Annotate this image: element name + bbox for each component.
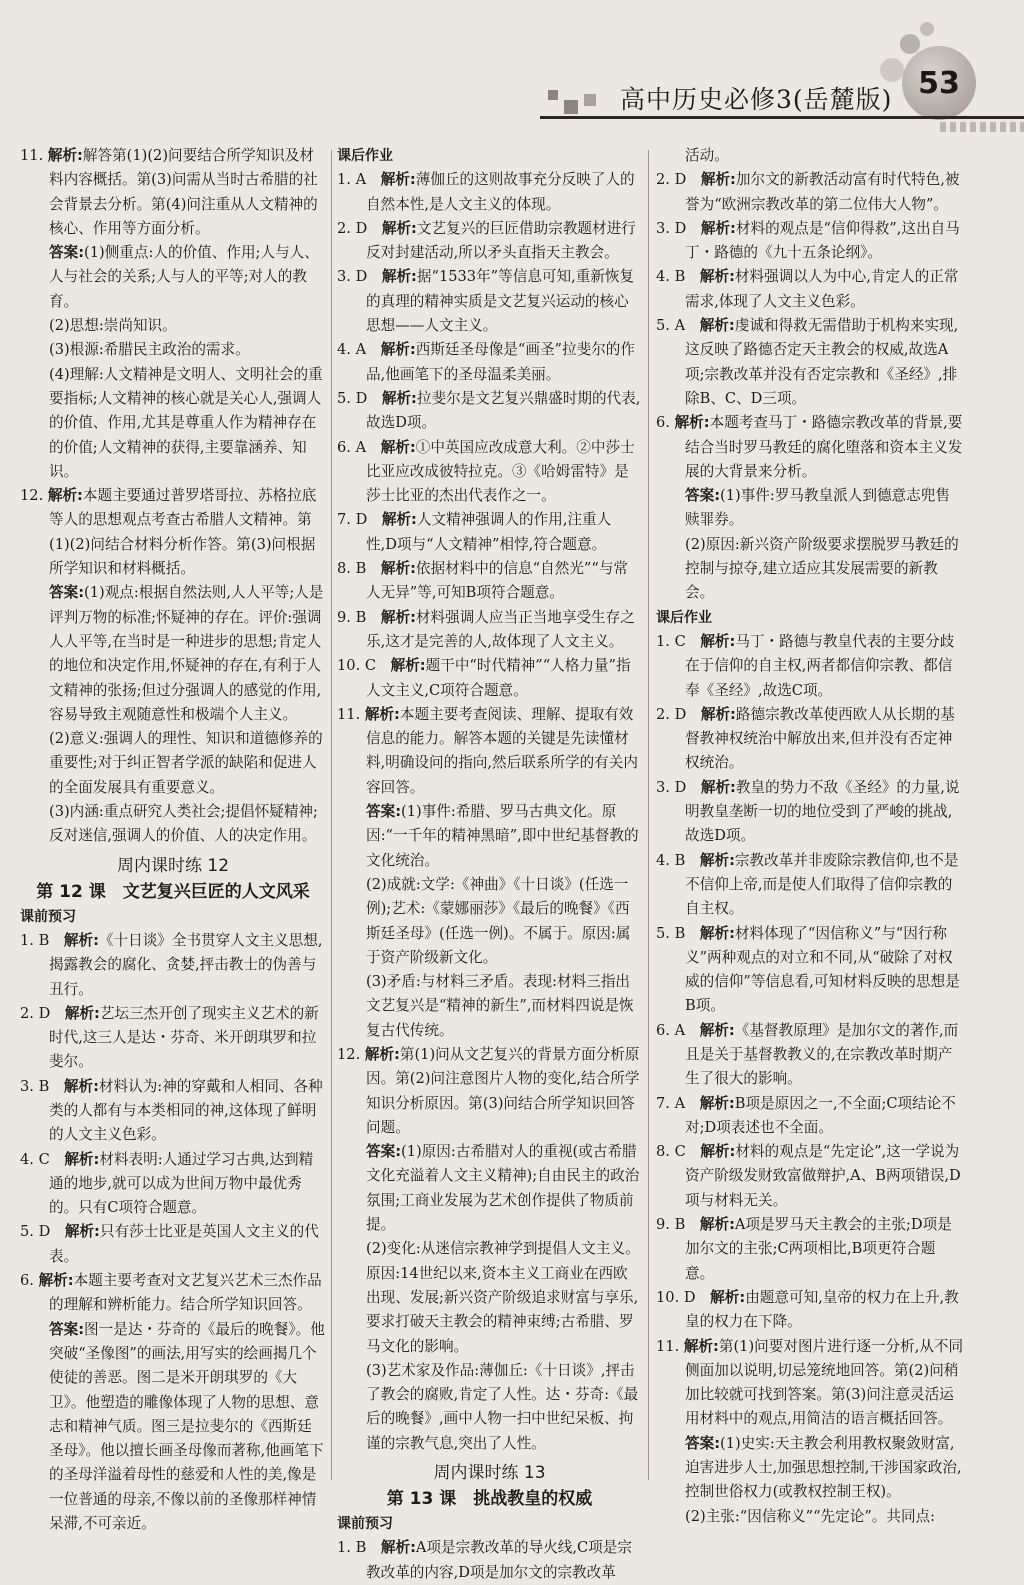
- weekly-practice-title: 周内课时练 12: [116, 855, 230, 876]
- answer-item: 6. A 解析:《基督教原理》是加尔文的著作,而且是关于基督教教义的,在宗教改革时期产生了很大的影响。: [656, 1021, 959, 1088]
- answer-item: 4. A 解析:西斯廷圣母像是“画圣”拉斐尔的作品,他画笔下的圣母温柔美丽。: [337, 341, 635, 383]
- header-rule: [540, 116, 1024, 119]
- page-header: [0, 0, 1024, 150]
- answer-item: 4. C 解析:材料表明:人通过学习古典,达到精通的地步,就可以成为世间万物中最优秀的。只有C项符合题意。: [20, 1150, 314, 1217]
- answer-item: 2. D 解析:加尔文的新教活动富有时代特色,被誉为“欧洲宗教改革的第二位伟大人物”。: [656, 171, 960, 213]
- answer-text: (3)矛盾:与材料三矛盾。表现:材料三指出文艺复兴是“精神的新生”,而材料四说是恢复古代传统。: [366, 973, 634, 1039]
- answer-text: 活动。: [685, 147, 729, 164]
- section-heading: 课前预习: [337, 1516, 393, 1533]
- answer-item: 10. C 解析:题干中“时代精神”“人格力量”指人文主义,C项符合题意。: [337, 657, 631, 699]
- answer-item: 6. A 解析:①中英国应改成意大利。②中莎士比亚应改成彼特拉克。③《哈姆雷特》是莎士比亚的杰出代表作之一。: [337, 438, 635, 505]
- page-number: 53: [902, 46, 976, 120]
- answer-item: 7. A 解析:B项是原因之一,不全面;C项结论不对;D项表述也不全面。: [656, 1094, 956, 1136]
- answer-item: 3. B 解析:材料认为:神的穿戴和人相同、各种类的人都有与本类相同的神,这体现了鲜明的人文主义色彩。: [20, 1077, 323, 1144]
- answer-item: 10. D 解析:由题意可知,皇帝的权力在上升,教皇的权力在下降。: [656, 1288, 959, 1331]
- answer-item: 5. D 解析:只有莎士比亚是英国人文主义的代表。: [20, 1223, 319, 1265]
- answer-item: 4. B 解析:材料强调以人为中心,肯定人的正常需求,体现了人文主义色彩。: [656, 268, 959, 310]
- header-rule-dashed: [940, 122, 1024, 132]
- answer-text: (2)思想:崇尚知识。: [49, 317, 177, 335]
- column-divider: [331, 150, 332, 1480]
- answer-item: 5. B 解析:材料体现了“因信称义”与“因行称义”两种观点的对立和不同,从“破除了对权威的信仰”等信息看,可知材料反映的思想是B项。: [656, 924, 960, 1015]
- answer-text: 答案:(1)观点:根据自然法则,人人平等;人是评判万物的标准;怀疑神的存在。评价:强调人人平等,在当时是一种进步的思想;肯定人的地位和决定作用,怀疑神的存在,有利于人文精神的张扬;但过分强调人的感觉的作用,容易导致主观随意性和极端个人主义。: [49, 584, 324, 723]
- lesson-title: 第 13 课 挑战教皇的权威: [386, 1489, 593, 1510]
- answer-text: 答案:(1)原因:古希腊对人的重视(或古希腊文化充溢着人文主义精神);自由民主的政治氛围;工商业发展为艺术创作提供了物质前提。: [366, 1143, 640, 1234]
- answer-item: 1. B 解析:《十日谈》全书贯穿人文主义思想,揭露教会的腐化、贪婪,抨击教士的伪善与丑行。: [20, 931, 323, 998]
- answer-text: (2)意义:强调人的理性、知识和道德修养的重要性;对于纠正智者学派的缺陷和促进人的全面发展具有重要意义。: [49, 730, 323, 796]
- answer-item: 11. 解析:解答第(1)(2)问要结合所学知识及材料内容概括。第(3)问需从当时古希腊的社会背景去分析。第(4)问注重从人文精神的核心、作用等方面分析。: [20, 147, 318, 237]
- answer-text: (2)主张:“因信称义”“先定论”。共同点:: [685, 1507, 936, 1525]
- answer-item: 3. D 解析:材料的观点是“信仰得救”,这出自马丁・路德的《九十五条论纲》。: [656, 219, 960, 262]
- answer-item: 6. 解析:本题考查马丁・路德宗教改革的背景,要结合当时罗马教廷的腐化堕落和资本主义发展的大背景来分析。: [656, 414, 963, 480]
- answer-item: 12. 解析:本题主要通过普罗塔哥拉、苏格拉底等人的思想观点考查古希腊人文精神。第(1)(2)问结合材料分析作答。第(3)问根据所学知识和材料概括。: [20, 487, 317, 578]
- answer-item: 9. B 解析:材料强调人应当正当地享受生存之乐,这才是完善的人,故体现了人文主义。: [337, 608, 635, 650]
- book-title: 高中历史必修3(岳麓版): [620, 85, 893, 114]
- header-decoration: [548, 90, 558, 100]
- answer-item: 7. D 解析:人文精神强调人的作用,注重人性,D项与“人文精神”相悖,符合题意。: [337, 511, 612, 553]
- answer-item: 2. D 解析:路德宗教改革使西欧人从长期的基督教神权统治中解放出来,但并没有否定神权统治。: [656, 705, 955, 772]
- answer-text: (4)理解:人文精神是文明人、文明社会的重要指标;人文精神的核心就是关心人,强调人的价值、作用,尤其是尊重人作为精神存在的价值;人文精神的获得,主要靠涵养、知识。: [49, 365, 323, 480]
- header-decoration: [564, 100, 578, 114]
- answer-item: 6. 解析:本题主要考查对文艺复兴艺术三杰作品的理解和辨析能力。结合所学知识回答。: [20, 1272, 322, 1314]
- section-heading: 课后作业: [656, 609, 712, 626]
- lesson-title: 第 12 课 文艺复兴巨匠的人文风采: [36, 881, 310, 902]
- answer-text: 答案:(1)事件:罗马教皇派人到德意志兜售赎罪券。: [685, 487, 950, 529]
- answer-item: 2. D 解析:文艺复兴的巨匠借助宗教题材进行反对封建活动,所以矛头直指天主教会。: [337, 219, 636, 262]
- answer-item: 11. 解析:本题主要考查阅读、理解、提取有效信息的能力。解答本题的关键是先读懂材料,明确设问的指向,然后联系所学的有关内容回答。: [337, 705, 638, 796]
- answer-item: 9. B 解析:A项是罗马天主教会的主张;D项是加尔文的主张;C两项相比,B项更符合题意。: [656, 1216, 952, 1282]
- answer-item: 2. D 解析:艺坛三杰开创了现实主义艺术的新时代,这三人是达・芬奇、米开朗琪罗和拉斐尔。: [20, 1004, 319, 1071]
- answer-text: (3)根源:希腊民主政治的需求。: [49, 341, 250, 359]
- answer-item: 1. A 解析:薄伽丘的这则故事充分反映了人的自然本性,是人文主义的体现。: [337, 171, 635, 213]
- answer-text: 答案:(1)侧重点:人的价值、作用;人与人、人与社会的关系;人与人的平等;对人的教育。: [49, 244, 319, 310]
- column-divider: [648, 150, 649, 1480]
- answer-text: (2)变化:从迷信宗教神学到提倡人文主义。原因:14世纪以来,资本主义工商业在西欧出现、发展;新兴资产阶级追求财富与享乐,要求打破天主教会的精神束缚;古希腊、罗马文化的影响。: [366, 1240, 640, 1355]
- answer-item: 4. B 解析:宗教改革并非废除宗教信仰,也不是不信仰上帝,而是使人们取得了信仰宗教的自主权。: [656, 851, 959, 918]
- answer-item: 12. 解析:第(1)问从文艺复兴的背景方面分析原因。第(2)问注意图片人物的变化,结合所学知识分析原因。第(3)问结合所学知识回答问题。: [337, 1045, 640, 1136]
- answer-text: (3)内涵:重点研究人类社会;提倡怀疑精神;反对迷信,强调人的价值、人的决定作用。: [49, 803, 318, 845]
- answer-item: 8. B 解析:依据材料中的信息“自然光”“与常人无异”等,可知B项符合题意。: [337, 560, 629, 602]
- answer-item: 1. B 解析:A项是宗教改革的导火线,C项是宗教改革的内容,D项是加尔文的宗教改革: [337, 1539, 632, 1581]
- answer-item: 8. C 解析:材料的观点是“先定论”,这一学说为资产阶级发财致富做辩护,A、B两项错误,D项与材料无关。: [656, 1143, 961, 1209]
- answer-text: 答案:图一是达・芬奇的《最后的晚餐》。他突破“圣像图”的画法,用写实的绘画揭几个使徒的善恶。图二是米开朗琪罗的《大卫》。他塑造的雕像体现了人物的思想、意志和精神气质。图三是拉斐尔的《西斯廷圣母》。他以擅长画圣母像而著称,他画笔下的圣母洋溢着母性的慈爱和人性的美,像是一位普通的母亲,不像以前的圣像那样神情呆滞,不可亲近。: [49, 1320, 325, 1533]
- answer-item: 1. C 解析:马丁・路德与教皇代表的主要分歧在于信仰的自主权,两者都信仰宗教、都信奉《圣经》,故选C项。: [656, 632, 955, 699]
- answer-item: 5. D 解析:拉斐尔是文艺复兴鼎盛时期的代表,故选D项。: [337, 389, 641, 432]
- header-bubble: [880, 58, 904, 82]
- section-heading: 课后作业: [337, 148, 393, 164]
- header-bubble: [900, 34, 920, 54]
- answer-text: 答案:(1)史实:天主教会利用教权聚敛财富,迫害进步人士,加强思想控制,干涉国家政治,控制世俗权力(或教权控制王权)。: [685, 1434, 962, 1501]
- column-left: [20, 144, 326, 1536]
- section-heading: 课前预习: [20, 908, 76, 925]
- column-right: [656, 144, 964, 1529]
- answer-text: (3)艺术家及作品:薄伽丘:《十日谈》,抨击了教会的腐败,肯定了人性。达・芬奇:《最后的晚餐》,画中人物一扫中世纪呆板、拘谨的宗教气息,突出了人性。: [366, 1361, 639, 1452]
- answer-text: (2)原因:新兴资产阶级要求摆脱罗马教廷的控制与掠夺,建立适应其发展需要的新教会。: [685, 535, 959, 602]
- answer-item: 3. D 解析:据“1533年”等信息可知,重新恢复的真理的精神实质是文艺复兴运动的核心思想——人文主义。: [337, 268, 635, 335]
- weekly-practice-title: 周内课时练 13: [433, 1463, 546, 1484]
- answer-item: 3. D 解析:教皇的势力不敌《圣经》的力量,说明教皇垄断一切的地位受到了严峻的挑战,故选D项。: [656, 778, 960, 845]
- answer-text: (2)成就:文学:《神曲》《十日谈》(任选一例);艺术:《蒙娜丽莎》《最后的晚餐》《西斯廷圣母》(任选一例)。不属于。原因:属于资产阶级新文化。: [366, 875, 631, 966]
- header-decoration: [584, 94, 596, 106]
- answer-item: 5. A 解析:虔诚和得救无需借助于机构来实现,这反映了路德否定天主教会的权威,故选A项;宗教改革并没有否定宗教和《圣经》,排除B、C、D三项。: [656, 317, 959, 407]
- column-middle: [337, 144, 642, 1585]
- answer-text: 答案:(1)事件:希腊、罗马古典文化。原因:“一千年的精神黑暗”,即中世纪基督教的文化统治。: [366, 803, 639, 869]
- answer-item: 11. 解析:第(1)问要对图片进行逐一分析,从不同侧面加以说明,切忌笼统地回答。第(2)问稍加比较就可找到答案。第(3)问注意灵活运用材料中的观点,用简洁的语言概括回答。: [656, 1337, 964, 1428]
- header-bubble: [920, 22, 934, 36]
